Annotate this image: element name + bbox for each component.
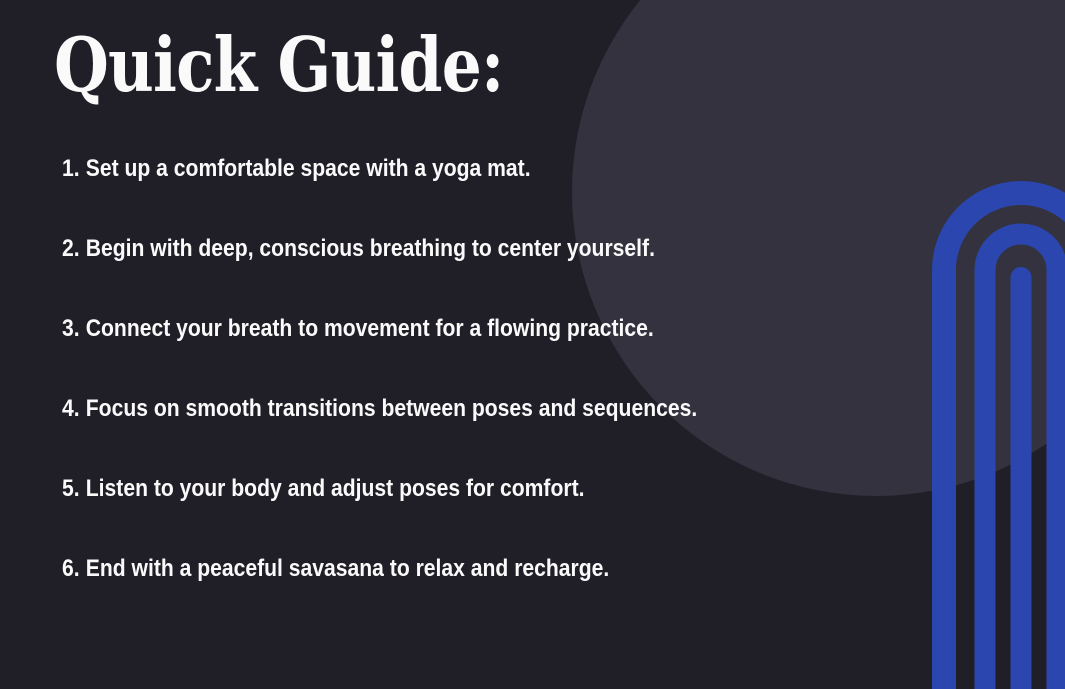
step-text: Listen to your body and adjust poses for comfort. (85, 475, 585, 502)
step-number: 5. (62, 475, 80, 502)
step-number: 2. (62, 235, 80, 262)
list-item (62, 472, 697, 506)
list-item (62, 312, 697, 346)
step-text: Begin with deep, conscious breathing to center yourself. (85, 235, 655, 262)
list-item (62, 152, 697, 186)
step-number: 3. (62, 315, 80, 342)
list-item (62, 552, 697, 586)
steps-list (62, 152, 784, 632)
step-number: 6. (62, 555, 80, 582)
step-text: Set up a comfortable space with a yoga mat. (85, 155, 531, 182)
step-text: Focus on smooth transitions between poses and sequences. (85, 395, 698, 422)
inner-pill-icon (1011, 267, 1032, 689)
step-number: 4. (62, 395, 80, 422)
list-item (62, 392, 697, 426)
step-text: End with a peaceful savasana to relax and recharge. (85, 555, 610, 582)
page-title: Quick Guide: (54, 21, 504, 109)
step-text: Connect your breath to movement for a flowing practice. (85, 315, 654, 342)
list-item (62, 232, 697, 266)
step-number: 1. (62, 155, 80, 182)
